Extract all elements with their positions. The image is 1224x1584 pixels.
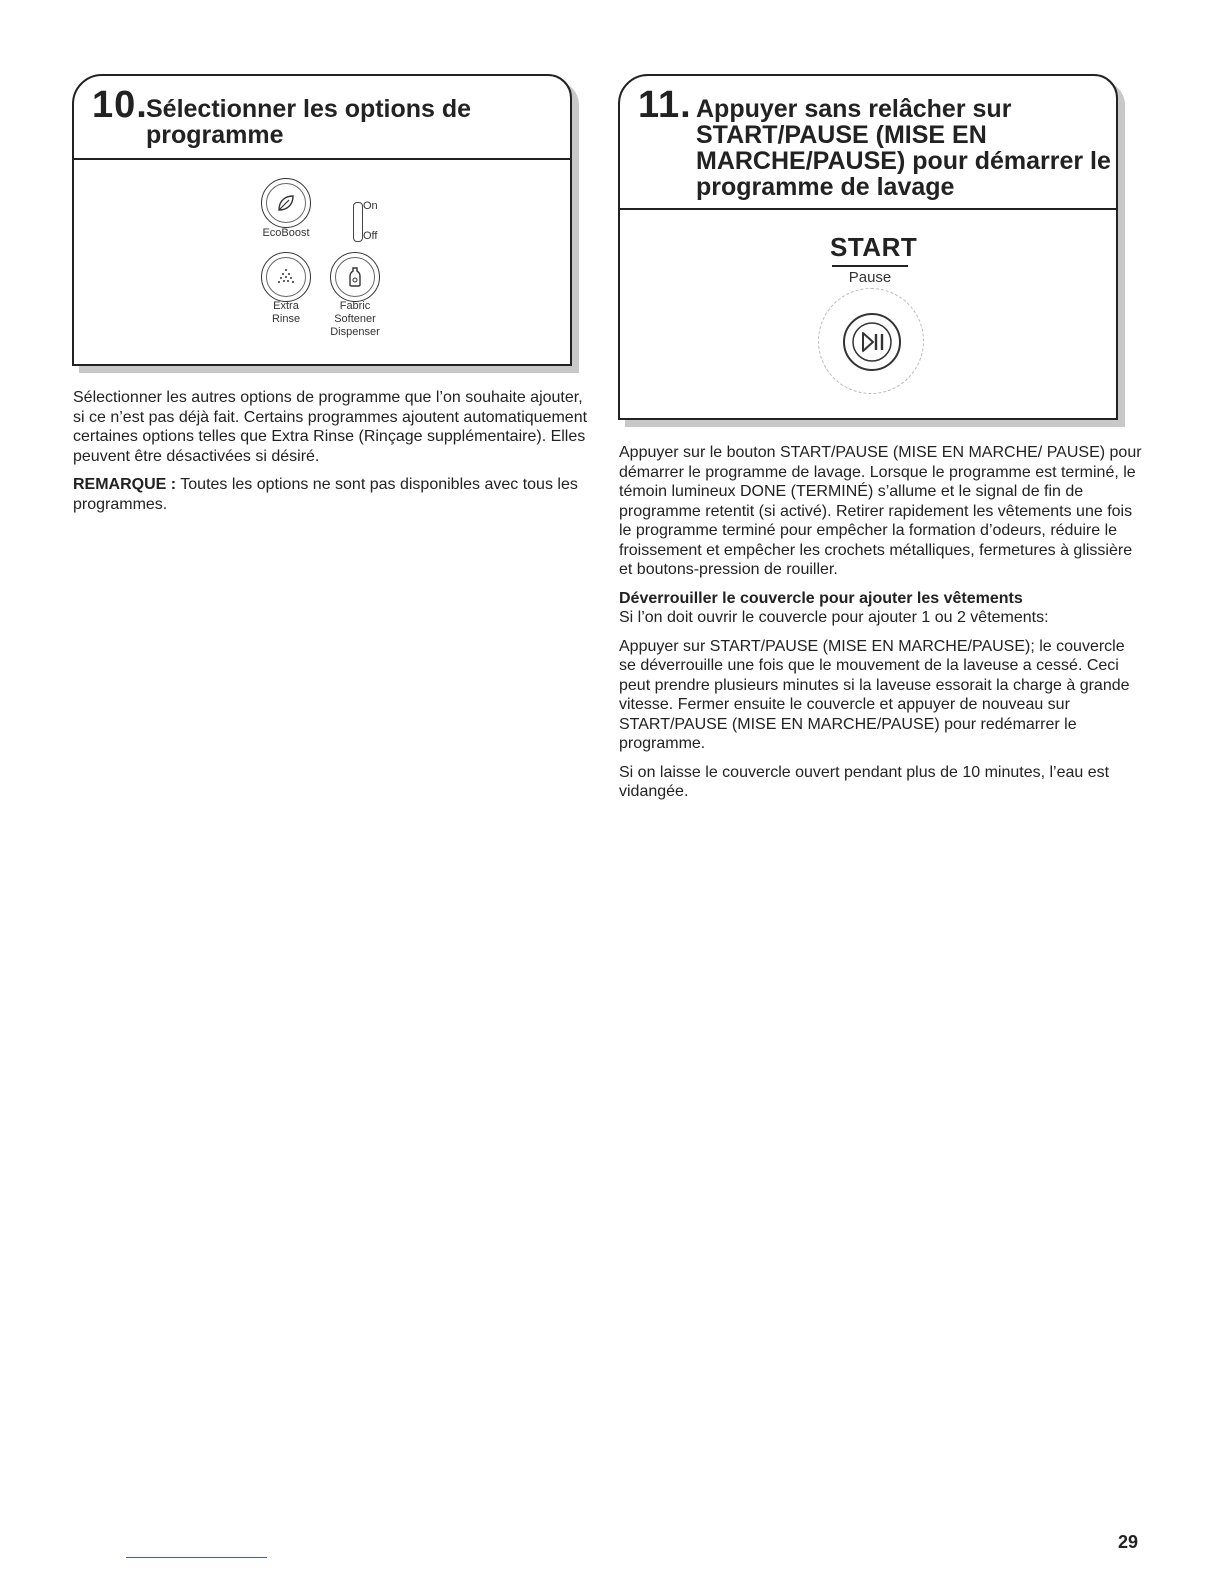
fabric-softener-button[interactable] — [330, 252, 380, 302]
step-11-title: Appuyer sans relâcher sur START/PAUSE (MISE EN MARCHE/PAUSE) pour démarrer le programme de lavage — [696, 95, 1111, 201]
extra-rinse-button[interactable] — [261, 252, 311, 302]
step-11-number: 11. — [638, 84, 692, 126]
extra-rinse-label — [246, 300, 326, 326]
step-10-number: 10. — [92, 84, 148, 126]
bottle-icon — [343, 265, 367, 289]
step-10-note — [73, 475, 588, 514]
fabric-softener-label — [315, 300, 395, 339]
play-pause-icon — [845, 315, 899, 369]
step-11-header — [620, 76, 1116, 210]
ecoboost-label: EcoBoost — [262, 227, 310, 239]
step-10-header — [74, 76, 570, 160]
ecoboost-toggle[interactable] — [353, 202, 363, 242]
toggle-off-label: Off — [363, 230, 378, 242]
leaf-icon — [274, 191, 298, 215]
step-11-box — [618, 74, 1118, 420]
unlock-lid-intro: Si l’on doit ouvrir le couvercle pour ajouter 1 ou 2 vêtements: — [619, 609, 1049, 626]
step-11-body-1: Appuyer sur le bouton START/PAUSE (MISE EN MARCHE/ PAUSE) pour démarrer le programme de lavage. Lorsque le programme est terminé, le témoin lumineux DONE (TERMINÉ) s’allume et le signal de fin de programme retentit (si activé). Retirer rapidement les vêtements une fois le programme terminé pour empêcher la formation d’odeurs, réduire le froissement et empêcher les crochets métalliques, fermetures à glissière et boutons-pression de rouiller. — [619, 444, 1142, 578]
unlock-lid-heading: Déverrouiller le couvercle pour ajouter les vêtements — [619, 589, 1023, 607]
step-10-box — [72, 74, 572, 366]
start-underline — [832, 265, 908, 267]
water-spray-icon — [274, 265, 298, 289]
pause-label: Pause — [848, 269, 892, 286]
start-pause-button[interactable] — [843, 313, 901, 371]
step-11-body-2: Appuyer sur START/PAUSE (MISE EN MARCHE/PAUSE); le couvercle se déverrouille une fois que le mouvement de la laveuse a cessé. Ceci peut prendre plusieurs minutes si la laveuse essorait la charge à grande vitesse. Fermer ensuite le couvercle et appuyer de nouveau sur START/PAUSE (MISE EN MARCHE/PAUSE) pour redémarrer le programme. — [619, 637, 1130, 752]
ecoboost-button[interactable] — [261, 178, 311, 228]
step-10-text — [73, 388, 588, 523]
footer-rule — [126, 1557, 267, 1558]
fabric-label-line3: Dispenser — [330, 326, 380, 338]
step-10-title: Sélectionner les options de programme — [146, 95, 472, 149]
step-11-body-3: Si on laisse le couvercle ouvert pendant plus de 10 minutes, l’eau est vidangée. — [619, 763, 1110, 800]
start-label: START — [830, 232, 918, 262]
fabric-label-line1: Fabric — [339, 300, 371, 312]
page-number: 29 — [1118, 1532, 1139, 1552]
extra-rinse-label-line1: Extra — [273, 300, 299, 312]
note-label: REMARQUE : — [73, 476, 177, 493]
note-text: Toutes les options ne sont pas disponibles avec tous les programmes. — [73, 476, 578, 513]
step-10-body: Sélectionner les autres options de programme que l’on souhaite ajouter, si ce n’est pas déjà fait. Certains programmes ajoutent automatiquement certaines options telles que Extra Rinse (Rinçage supplémentaire). Elles peuvent être désactivées si désiré. — [73, 389, 588, 465]
extra-rinse-label-line2: Rinse — [271, 313, 301, 325]
fabric-label-line2: Softener — [334, 313, 376, 325]
toggle-on-label: On — [363, 200, 378, 212]
step-11-text — [619, 443, 1144, 811]
